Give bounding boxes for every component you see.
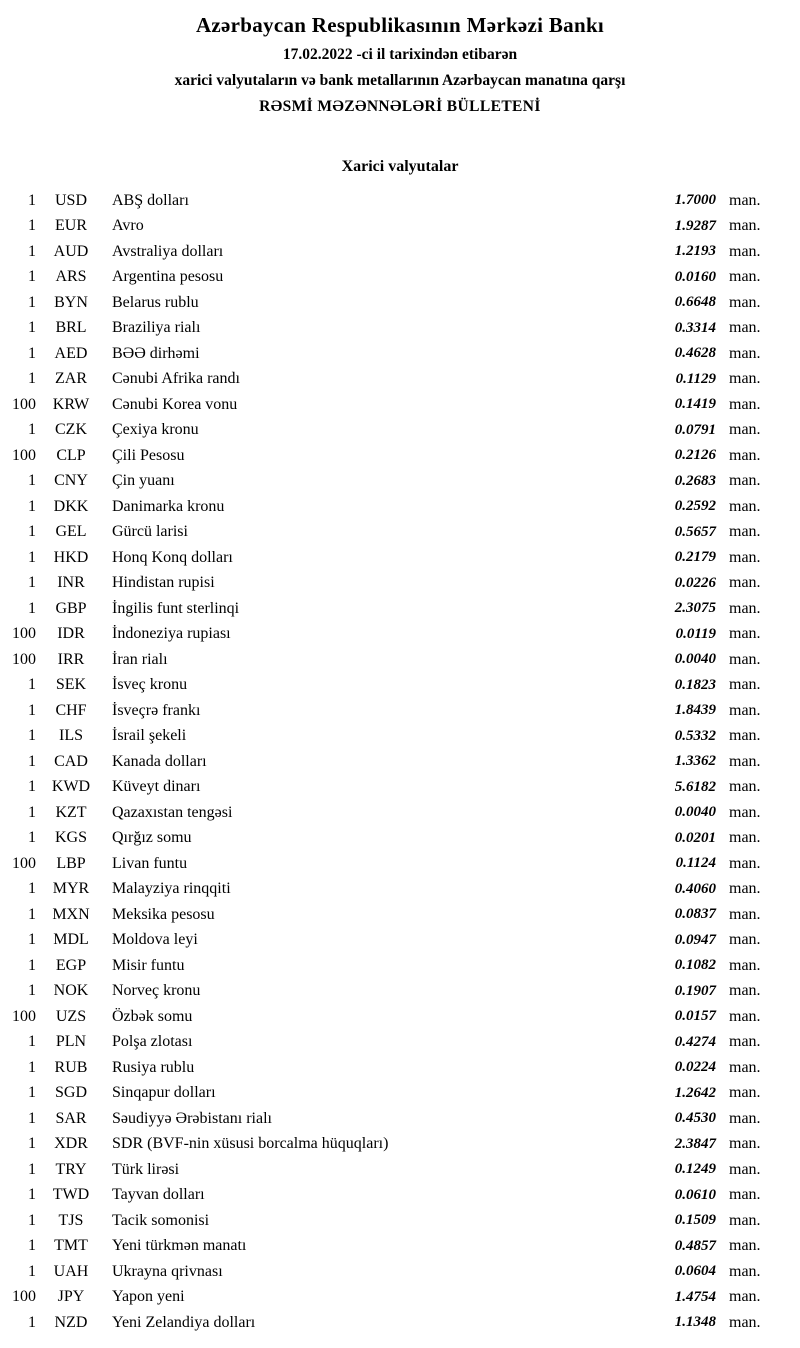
row-quantity: 1 [28, 778, 36, 796]
bulletin-title-line: RƏSMİ MƏZƏNNƏLƏRİ BÜLLETENİ [259, 98, 541, 115]
table-row [0, 520, 800, 546]
row-quantity: 1 [28, 1313, 36, 1331]
row-quantity: 1 [28, 1109, 36, 1127]
row-unit-label: man. [729, 1237, 761, 1255]
row-quantity: 1 [28, 803, 36, 821]
row-currency-name: İsveç kronu [112, 676, 188, 694]
row-currency-code: SEK [55, 676, 87, 694]
row-currency-code: GEL [55, 523, 87, 541]
table-row [0, 1285, 800, 1311]
table-row [0, 928, 800, 954]
row-currency-name: Polşa zlotası [112, 1033, 193, 1051]
row-unit-label: man. [729, 1211, 761, 1229]
table-row [0, 902, 800, 928]
row-quantity: 100 [12, 395, 36, 413]
table-row [0, 341, 800, 367]
row-rate-value: 0.6648 [674, 294, 716, 311]
row-unit-label: man. [729, 701, 761, 719]
row-unit-label: man. [729, 905, 761, 923]
row-unit-label: man. [729, 1033, 761, 1051]
row-currency-code: PLN [55, 1033, 87, 1051]
row-currency-name: BƏƏ dirhəmi [112, 344, 200, 362]
table-row [0, 953, 800, 979]
row-rate-value: 0.1124 [675, 855, 716, 872]
row-unit-label: man. [729, 1058, 761, 1076]
row-quantity: 1 [28, 1135, 36, 1153]
table-row [0, 1259, 800, 1285]
row-currency-code: INR [57, 574, 85, 592]
table-row [0, 239, 800, 265]
row-currency-name: Çili Pesosu [112, 446, 185, 464]
table-row [0, 571, 800, 597]
row-quantity: 1 [28, 1084, 36, 1102]
table-row [0, 188, 800, 214]
table-row [0, 367, 800, 393]
table-row [0, 826, 800, 852]
row-rate-value: 0.0040 [674, 804, 716, 821]
row-quantity: 100 [12, 650, 36, 668]
row-unit-label: man. [729, 472, 761, 490]
table-row [0, 1030, 800, 1056]
row-currency-name: Avstraliya dolları [112, 242, 224, 260]
row-currency-code: EGP [55, 956, 87, 974]
row-rate-value: 0.1907 [674, 982, 716, 999]
row-rate-value: 0.0837 [674, 906, 716, 923]
row-currency-name: Tayvan dolları [112, 1186, 205, 1204]
row-currency-code: CLP [56, 446, 86, 464]
row-quantity: 100 [12, 1288, 36, 1306]
row-currency-name: Hindistan rupisi [112, 574, 215, 592]
row-currency-code: IDR [57, 625, 85, 643]
table-row [0, 1183, 800, 1209]
row-quantity: 1 [28, 956, 36, 974]
row-currency-name: Çexiya kronu [112, 421, 199, 439]
row-currency-code: TRY [55, 1160, 87, 1178]
table-row [0, 290, 800, 316]
row-rate-value: 0.0201 [674, 829, 716, 846]
row-rate-value: 0.5332 [674, 727, 716, 744]
row-currency-code: TMT [54, 1237, 88, 1255]
row-rate-value: 0.2592 [674, 498, 716, 515]
row-unit-label: man. [729, 319, 761, 337]
row-quantity: 1 [28, 217, 36, 235]
row-currency-name: Qazaxıstan tengəsi [112, 803, 233, 821]
row-unit-label: man. [729, 191, 761, 209]
row-unit-label: man. [729, 370, 761, 388]
row-unit-label: man. [729, 548, 761, 566]
table-row [0, 724, 800, 750]
row-currency-name: İran rialı [112, 650, 168, 668]
row-unit-label: man. [729, 599, 761, 617]
row-quantity: 1 [28, 727, 36, 745]
table-row [0, 392, 800, 418]
row-unit-label: man. [729, 242, 761, 260]
row-quantity: 100 [12, 625, 36, 643]
row-currency-name: İsrail şekeli [112, 727, 187, 745]
row-rate-value: 0.5657 [674, 523, 716, 540]
rates-table [0, 188, 800, 1336]
row-quantity: 100 [12, 854, 36, 872]
row-quantity: 1 [28, 599, 36, 617]
row-rate-value: 1.7000 [674, 192, 716, 209]
row-currency-name: Tacik somonisi [112, 1211, 210, 1229]
row-unit-label: man. [729, 395, 761, 413]
row-rate-value: 2.3847 [674, 1135, 716, 1152]
row-quantity: 1 [28, 1160, 36, 1178]
table-row [0, 316, 800, 342]
row-currency-code: SGD [54, 1084, 87, 1102]
row-rate-value: 0.4060 [674, 880, 716, 897]
row-currency-code: EUR [55, 217, 87, 235]
row-currency-code: IRR [57, 650, 85, 668]
table-row [0, 800, 800, 826]
table-row [0, 1157, 800, 1183]
row-quantity: 1 [28, 574, 36, 592]
row-currency-code: UZS [55, 1007, 87, 1025]
table-row [0, 851, 800, 877]
row-rate-value: 0.4857 [674, 1237, 716, 1254]
row-currency-code: DKK [53, 497, 89, 515]
table-row [0, 1106, 800, 1132]
row-rate-value: 0.4274 [674, 1033, 716, 1050]
row-currency-name: Türk lirəsi [112, 1160, 180, 1178]
row-currency-code: ZAR [55, 370, 87, 388]
row-quantity: 1 [28, 191, 36, 209]
row-unit-label: man. [729, 217, 761, 235]
row-currency-code: ILS [59, 727, 83, 745]
row-quantity: 1 [28, 1033, 36, 1051]
row-rate-value: 0.2683 [674, 472, 716, 489]
row-rate-value: 5.6182 [674, 778, 716, 795]
row-currency-code: TJS [58, 1211, 84, 1229]
table-row [0, 418, 800, 444]
row-currency-code: CNY [54, 472, 88, 490]
row-quantity: 1 [28, 421, 36, 439]
row-currency-code: AUD [53, 242, 89, 260]
row-unit-label: man. [729, 1186, 761, 1204]
row-currency-code: MYR [52, 880, 90, 898]
row-currency-name: Meksika pesosu [112, 905, 215, 923]
row-currency-code: CZK [55, 421, 87, 439]
row-rate-value: 0.2126 [674, 447, 716, 464]
row-rate-value: 0.0791 [674, 421, 716, 438]
row-currency-name: İngilis funt sterlinqi [112, 599, 240, 617]
row-currency-name: İndoneziya rupiası [112, 625, 231, 643]
row-unit-label: man. [729, 931, 761, 949]
row-quantity: 100 [12, 446, 36, 464]
row-unit-label: man. [729, 625, 761, 643]
row-currency-code: SAR [55, 1109, 87, 1127]
row-unit-label: man. [729, 293, 761, 311]
row-quantity: 1 [28, 880, 36, 898]
row-rate-value: 0.4628 [674, 345, 716, 362]
row-rate-value: 0.0226 [674, 574, 716, 591]
row-currency-name: İsveçrə frankı [112, 701, 201, 719]
row-unit-label: man. [729, 344, 761, 362]
bulletin-header [0, 0, 800, 116]
row-currency-code: CAD [54, 752, 88, 770]
row-rate-value: 0.0610 [674, 1186, 716, 1203]
row-rate-value: 0.0119 [675, 625, 716, 642]
row-unit-label: man. [729, 752, 761, 770]
row-currency-code: KGS [54, 829, 87, 847]
row-currency-code: LBP [56, 854, 86, 872]
table-row [0, 1310, 800, 1336]
row-currency-code: GBP [55, 599, 87, 617]
table-row [0, 877, 800, 903]
row-quantity: 1 [28, 293, 36, 311]
row-unit-label: man. [729, 421, 761, 439]
row-currency-name: Livan funtu [112, 854, 188, 872]
row-quantity: 1 [28, 319, 36, 337]
table-row [0, 622, 800, 648]
table-row [0, 494, 800, 520]
row-currency-name: Argentina pesosu [112, 268, 224, 286]
row-quantity: 1 [28, 1211, 36, 1229]
row-quantity: 1 [28, 1262, 36, 1280]
row-currency-name: Braziliya rialı [112, 319, 201, 337]
table-row [0, 749, 800, 775]
row-unit-label: man. [729, 778, 761, 796]
row-currency-name: Özbək somu [112, 1007, 193, 1025]
row-rate-value: 1.8439 [674, 702, 716, 719]
row-quantity: 1 [28, 344, 36, 362]
row-currency-name: Qırğız somu [112, 829, 192, 847]
row-currency-code: BRL [55, 319, 87, 337]
row-unit-label: man. [729, 1109, 761, 1127]
row-currency-name: Malayziya rinqqiti [112, 880, 231, 898]
row-unit-label: man. [729, 1262, 761, 1280]
row-currency-code: HKD [53, 548, 89, 566]
row-currency-name: Ukrayna qrivnası [112, 1262, 223, 1280]
row-unit-label: man. [729, 854, 761, 872]
row-quantity: 1 [28, 752, 36, 770]
row-unit-label: man. [729, 574, 761, 592]
table-row [0, 1132, 800, 1158]
row-rate-value: 1.2642 [674, 1084, 716, 1101]
row-currency-name: Yeni türkmən manatı [112, 1237, 247, 1255]
row-currency-code: UAH [53, 1262, 89, 1280]
table-row [0, 596, 800, 622]
row-unit-label: man. [729, 1160, 761, 1178]
row-rate-value: 0.1082 [674, 957, 716, 974]
row-currency-code: KRW [52, 395, 90, 413]
row-currency-name: Cənubi Korea vonu [112, 395, 238, 413]
row-currency-name: SDR (BVF-nin xüsusi borcalma hüquqları) [112, 1135, 389, 1153]
section-title-foreign-currencies: Xarici valyutalar [341, 158, 459, 175]
bank-name-title: Azərbaycan Respublikasının Mərkəzi Bankı [195, 13, 605, 37]
row-rate-value: 0.0947 [674, 931, 716, 948]
row-currency-code: MDL [53, 931, 89, 949]
row-currency-name: Yapon yeni [112, 1288, 185, 1306]
row-currency-name: Səudiyyə Ərəbistanı rialı [112, 1109, 272, 1127]
row-rate-value: 1.9287 [674, 217, 716, 234]
row-currency-name: Sinqapur dolları [112, 1084, 216, 1102]
row-currency-code: BYN [54, 293, 88, 311]
row-currency-name: ABŞ dolları [112, 191, 189, 209]
row-unit-label: man. [729, 880, 761, 898]
row-unit-label: man. [729, 676, 761, 694]
table-row [0, 545, 800, 571]
row-currency-name: Belarus rublu [112, 293, 199, 311]
table-row [0, 1004, 800, 1030]
row-rate-value: 0.0224 [674, 1059, 716, 1076]
row-rate-value: 0.3314 [674, 319, 716, 336]
row-currency-code: KWD [51, 778, 91, 796]
row-unit-label: man. [729, 1084, 761, 1102]
row-rate-value: 0.0157 [674, 1008, 716, 1025]
row-rate-value: 0.0604 [674, 1263, 716, 1280]
row-currency-name: Gürcü larisi [112, 523, 188, 541]
table-row [0, 979, 800, 1005]
row-currency-code: NZD [54, 1313, 88, 1331]
row-currency-name: Moldova leyi [112, 931, 198, 949]
row-rate-value: 1.3362 [674, 753, 716, 770]
subject-line: xarici valyutaların və bank metallarının Azərbaycan manatına qarşı [174, 72, 626, 89]
row-currency-code: KZT [55, 803, 87, 821]
row-quantity: 100 [12, 1007, 36, 1025]
row-quantity: 1 [28, 931, 36, 949]
table-row [0, 647, 800, 673]
row-currency-name: Yeni Zelandiya dolları [112, 1313, 256, 1331]
table-row [0, 698, 800, 724]
row-currency-code: MXN [52, 905, 90, 923]
row-currency-name: Küveyt dinarı [112, 778, 201, 796]
row-currency-code: JPY [57, 1288, 85, 1306]
row-quantity: 1 [28, 472, 36, 490]
row-rate-value: 1.2193 [674, 243, 716, 260]
row-quantity: 1 [28, 676, 36, 694]
table-row [0, 1208, 800, 1234]
row-quantity: 1 [28, 982, 36, 1000]
row-currency-name: Honq Konq dolları [112, 548, 233, 566]
row-rate-value: 0.4530 [674, 1110, 716, 1127]
row-quantity: 1 [28, 497, 36, 515]
row-currency-name: Kanada dolları [112, 752, 207, 770]
row-currency-name: Danimarka kronu [112, 497, 225, 515]
table-row [0, 775, 800, 801]
row-rate-value: 1.4754 [674, 1288, 716, 1305]
row-rate-value: 0.2179 [674, 549, 716, 566]
table-row [0, 1081, 800, 1107]
row-currency-code: ARS [55, 268, 87, 286]
row-currency-name: Cənubi Afrika randı [112, 370, 240, 388]
row-currency-code: USD [54, 191, 87, 209]
table-row [0, 214, 800, 240]
row-unit-label: man. [729, 1007, 761, 1025]
row-currency-code: CHF [55, 701, 87, 719]
row-currency-code: XDR [54, 1135, 88, 1153]
row-unit-label: man. [729, 1288, 761, 1306]
row-unit-label: man. [729, 1135, 761, 1153]
row-quantity: 1 [28, 523, 36, 541]
row-currency-code: TWD [52, 1186, 90, 1204]
row-unit-label: man. [729, 982, 761, 1000]
row-currency-name: Rusiya rublu [112, 1058, 195, 1076]
row-rate-value: 0.1823 [674, 676, 716, 693]
table-row [0, 265, 800, 291]
row-quantity: 1 [28, 242, 36, 260]
row-currency-code: NOK [53, 982, 89, 1000]
row-rate-value: 1.1348 [674, 1314, 716, 1331]
row-quantity: 1 [28, 1237, 36, 1255]
row-quantity: 1 [28, 1186, 36, 1204]
row-currency-name: Misir funtu [112, 956, 185, 974]
row-rate-value: 0.1249 [674, 1161, 716, 1178]
row-unit-label: man. [729, 523, 761, 541]
row-currency-name: Avro [112, 217, 144, 235]
row-quantity: 1 [28, 1058, 36, 1076]
row-quantity: 1 [28, 701, 36, 719]
row-unit-label: man. [729, 1313, 761, 1331]
effective-date-line: 17.02.2022 -ci il tarixindən etibarən [282, 46, 518, 63]
row-unit-label: man. [729, 727, 761, 745]
row-rate-value: 0.0040 [674, 651, 716, 668]
table-row [0, 469, 800, 495]
row-quantity: 1 [28, 370, 36, 388]
row-rate-value: 0.1419 [674, 396, 716, 413]
row-currency-code: AED [54, 344, 88, 362]
row-quantity: 1 [28, 548, 36, 566]
table-row [0, 1234, 800, 1260]
row-currency-name: Çin yuanı [112, 472, 175, 490]
row-unit-label: man. [729, 268, 761, 286]
row-currency-code: RUB [54, 1058, 88, 1076]
row-unit-label: man. [729, 956, 761, 974]
table-row [0, 443, 800, 469]
row-currency-name: Norveç kronu [112, 982, 201, 1000]
row-quantity: 1 [28, 268, 36, 286]
row-rate-value: 0.1509 [674, 1212, 716, 1229]
row-rate-value: 2.3075 [674, 600, 716, 617]
row-rate-value: 0.0160 [674, 268, 716, 285]
row-rate-value: 0.1129 [675, 370, 716, 387]
row-unit-label: man. [729, 650, 761, 668]
row-unit-label: man. [729, 803, 761, 821]
table-row [0, 1055, 800, 1081]
row-quantity: 1 [28, 829, 36, 847]
row-unit-label: man. [729, 497, 761, 515]
table-row [0, 673, 800, 699]
row-unit-label: man. [729, 446, 761, 464]
row-quantity: 1 [28, 905, 36, 923]
row-unit-label: man. [729, 829, 761, 847]
